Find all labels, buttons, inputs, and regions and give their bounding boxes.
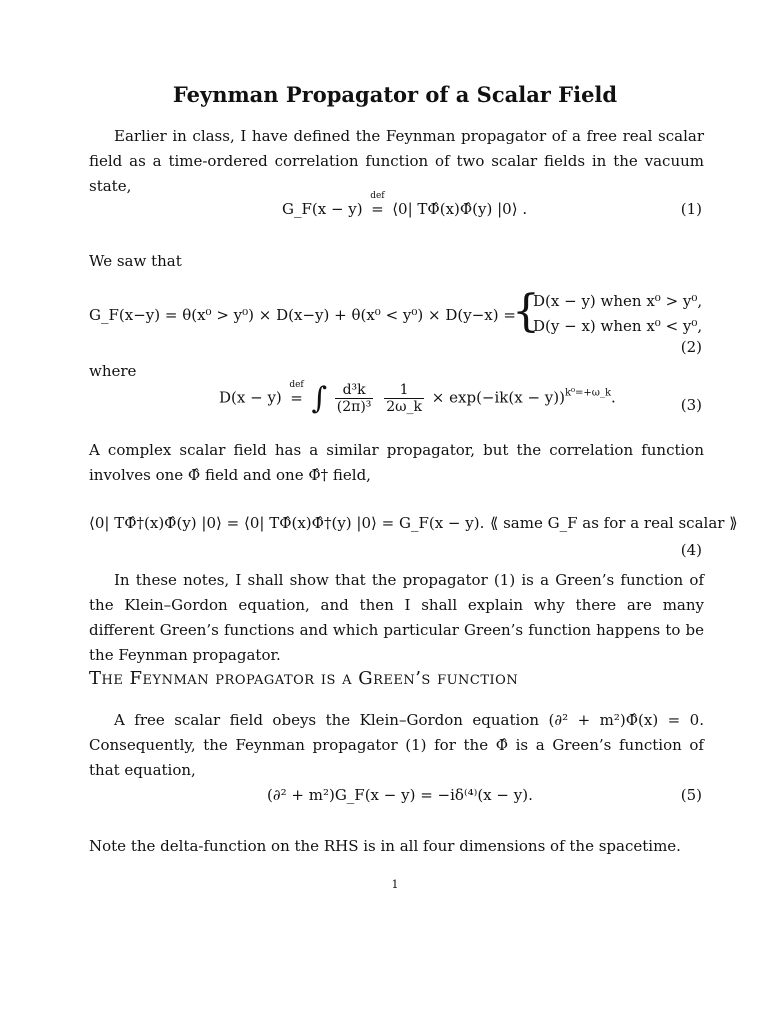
- intro-paragraph: Earlier in class, I have defined the Feynman propagator of a free real scalar field as a time-ordered correlation function of two scalar fields in the vacuum state,: [89, 127, 704, 195]
- equation-2-case-2: D(y − x) when x⁰ < y⁰,: [533, 317, 703, 335]
- equation-2-case-1: D(x − y) when x⁰ > y⁰,: [533, 292, 703, 310]
- equation-2-number: (2): [680, 338, 702, 356]
- eq3-def-symbol: def =: [289, 379, 304, 407]
- eq3-fraction-2: $\frac{1}{2\omega\_k}$: [386, 382, 423, 415]
- equation-4-note: ⟪ same G_F as for a real scalar ⟫: [490, 514, 738, 532]
- equation-4-number: (4): [680, 541, 702, 559]
- cases-brace-icon: {: [512, 286, 540, 337]
- eq3-fraction-1: $\frac{\text{d³k}}{\text{(2π)³}}$: [336, 382, 372, 415]
- klein-gordon-paragraph: A free scalar field obeys the Klein–Gordon equation (∂² + m²)Φ̂(x) = 0. Consequently, the Feynman propagator (1) for the Φ̂ is a Green’s function of that equation,: [89, 711, 704, 779]
- equation-3-number: (3): [680, 396, 702, 414]
- page-number: 1: [391, 878, 399, 891]
- integral-icon: ∫: [311, 381, 327, 416]
- section-heading: The Feynman propagator is a Green’s function: [89, 668, 519, 689]
- eq3-condition: k⁰=+ω_k: [564, 387, 612, 399]
- complex-field-paragraph: A complex scalar field has a similar propagator, but the correlation function involves one Φ̂ field and one Φ̂† field,: [89, 441, 704, 484]
- equation-3: D(x − y) def = ∫ $\frac{\text{d³k}}{\text{(2π)³}}$ $\frac{1}{2\omega\_k}$ × $\exp(-ik(x - y))^{k^0=+\omega\_k}$.: [219, 379, 616, 416]
- equation-1: [282, 191, 528, 218]
- equation-5-number: (5): [680, 786, 702, 804]
- where-text: where: [89, 362, 137, 380]
- equation-2-main: G_F(x−y) = θ(x⁰ > y⁰) × D(x−y) + θ(x⁰ < y⁰) × D(y−x) =: [89, 306, 516, 324]
- eq1-rhs: ⟨0| TΦ̂(x)Φ̂(y) |0⟩ .: [392, 200, 528, 218]
- equation-1-number: (1): [680, 200, 702, 218]
- eq3-exponential: × exp(−ik(x − y)): [431, 388, 565, 407]
- delta-function-note: Note the delta-function on the RHS is in all four dimensions of the spacetime.: [89, 837, 681, 855]
- eq3-lhs: D(x − y): [219, 388, 282, 407]
- page-title: Feynman Propagator of a Scalar Field: [172, 82, 618, 107]
- equation-5: (∂² + m²)G_F(x − y) = −iδ⁽⁴⁾(x − y).: [267, 786, 533, 804]
- notes-paragraph: In these notes, I shall show that the propagator (1) is a Green’s function of the Klein–Gordon equation, and then I shall explain why there are many different Green’s functions and which particular Green’s function happens to be the Feynman propagator.: [89, 571, 704, 664]
- we-saw-text: We saw that: [89, 252, 182, 270]
- equation-4: ⟨0| TΦ̂†(x)Φ̂(y) |0⟩ = ⟨0| TΦ̂(x)Φ̂†(y) |0⟩ = G_F(x − y).: [89, 514, 485, 532]
- eq1-lhs: G_F(x − y): [282, 200, 363, 218]
- eq1-def-symbol: def =: [370, 191, 385, 218]
